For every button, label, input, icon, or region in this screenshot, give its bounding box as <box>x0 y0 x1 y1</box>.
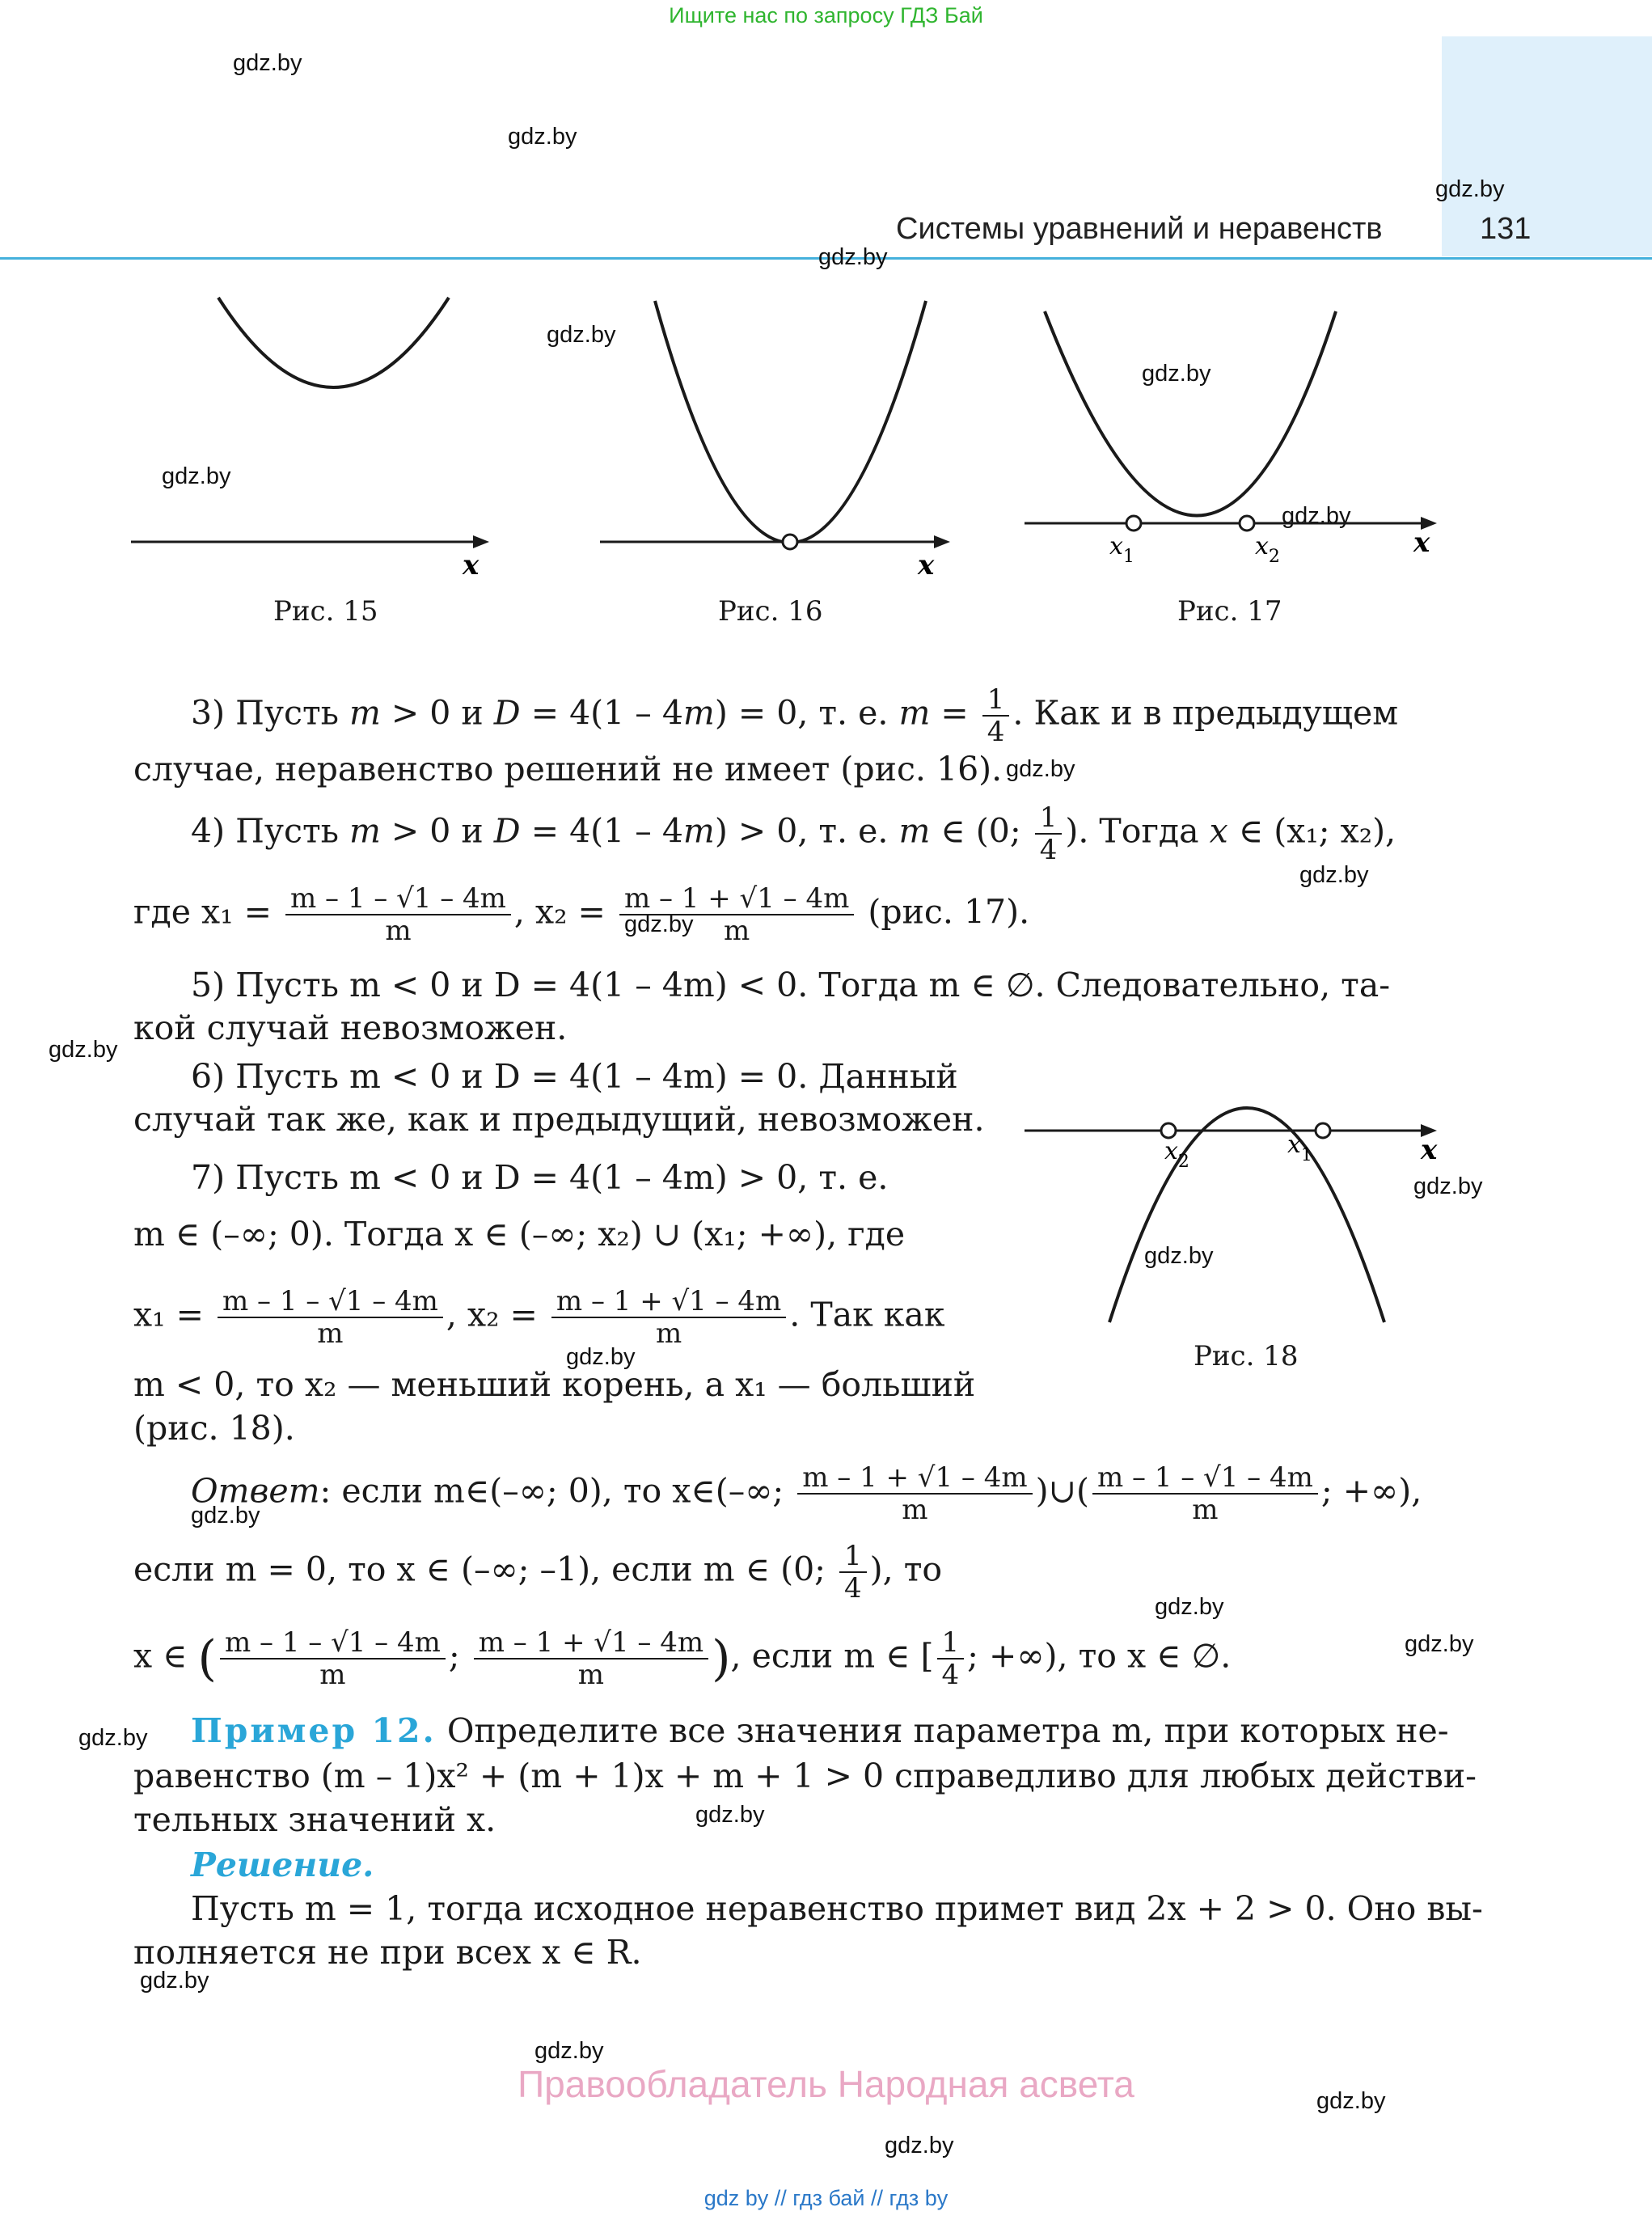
root-label-x2: $x_2$ <box>1164 1137 1189 1172</box>
solution-label: Решение. <box>191 1846 374 1884</box>
watermark: gdz.by <box>162 463 231 489</box>
watermark: gdz.by <box>818 244 888 270</box>
footer-links[interactable]: gdz by // гдз бай // гдз by <box>703 2186 949 2210</box>
watermark: gdz.by <box>78 1725 148 1751</box>
watermark: gdz.by <box>1006 756 1075 782</box>
watermark: gdz.by <box>534 2038 604 2064</box>
root-label-x1: $x_1$ <box>1109 532 1134 567</box>
parabola <box>655 301 926 543</box>
figure-15 <box>121 291 501 582</box>
vertex-point <box>783 535 797 549</box>
watermark: gdz.by <box>233 50 302 76</box>
root-x1-fraction: $\frac{m - 1 - √1 - 4m}{m}$ <box>285 883 511 946</box>
example-12-line-3: тельных значений x. <box>133 1800 496 1839</box>
root-x1-fraction: $\frac{m - 1 - √1 - 4m}{m}$ <box>218 1286 443 1349</box>
case-3-line-2: случае, неравенство решений не имеет (рис. 16). <box>133 750 1003 789</box>
fraction-one-quarter: $\frac{1}{4}$ <box>1035 802 1063 865</box>
case-3-line-1: 3) Пусть m > 0 и D = 4(1 – 4m) = 0, т. е. m = $\frac{1}{4}$ . Как и в предыдущем <box>191 683 1399 748</box>
parabola <box>1045 311 1336 516</box>
watermark: gdz.by <box>547 322 616 348</box>
axis-label: x <box>463 549 480 581</box>
answer-line-3: x ∈ ( $\frac{m - 1 - √1 - 4m}{m}$ ; $\frac{m - 1 + √1 - 4m}{m}$ ), если m ∈ [ $\frac{1}{4}$ ; +∞), то x ∈ ∅. <box>133 1626 1232 1691</box>
root-x2-fraction: $\frac{m - 1 + √1 - 4m}{m}$ <box>551 1286 786 1349</box>
header-accent-box <box>1442 36 1652 256</box>
answer-label: Ответ <box>191 1471 320 1511</box>
case-5-line-1: 5) Пусть m < 0 и D = 4(1 – 4m) < 0. Тогда m ∈ ∅. Следовательно, та- <box>191 966 1391 1004</box>
case-7-line-1: 7) Пусть m < 0 и D = 4(1 – 4m) > 0, т. е. <box>191 1158 889 1197</box>
case-6-line-1: 6) Пусть m < 0 и D = 4(1 – 4m) = 0. Данный <box>191 1057 958 1096</box>
fraction-one-quarter: $\frac{1}{4}$ <box>982 684 1010 747</box>
case-7-line-3: x₁ = $\frac{m - 1 - √1 - 4m}{m}$ , x₂ = $\frac{m - 1 + √1 - 4m}{m}$ . Так как <box>133 1285 945 1350</box>
parabola <box>1109 1108 1384 1322</box>
root-x2-fraction: $\frac{m - 1 + √1 - 4m}{m}$ <box>619 883 854 946</box>
watermark: gdz.by <box>1282 503 1351 529</box>
watermark: gdz.by <box>624 911 694 937</box>
answer-line-2: если m = 0, то x ∈ (–∞; –1), если m ∈ (0; $\frac{1}{4}$ ), то <box>133 1540 943 1605</box>
running-title: Системы уравнений и неравенств <box>896 212 1383 246</box>
watermark: gdz.by <box>1435 176 1505 202</box>
arrow-icon <box>473 535 489 548</box>
watermark: gdz.by <box>1144 1243 1214 1269</box>
axis-label: x <box>1413 526 1430 559</box>
watermark: gdz.by <box>191 1503 260 1528</box>
case-7-line-4: m < 0, то x₂ — меньший корень, а x₁ — больший <box>133 1365 976 1404</box>
root-plus-fraction: $\frac{m - 1 + √1 - 4m}{m}$ <box>797 1462 1032 1525</box>
answer-line-1: Ответ: если m∈(–∞; 0), то x∈(–∞; $\frac{m - 1 + √1 - 4m}{m}$ )∪( $\frac{m - 1 - √1 - 4m}{m}$ ; +∞), <box>191 1461 1422 1526</box>
figure-18-caption: Рис. 18 <box>1194 1340 1299 1372</box>
watermark: gdz.by <box>1413 1173 1483 1199</box>
copyright-notice: Правообладатель Народная асвета <box>518 2063 1134 2105</box>
case-4-line-1: 4) Пусть m > 0 и D = 4(1 – 4m) > 0, т. е. m ∈ (0; $\frac{1}{4}$ ). Тогда x ∈ (x₁; x₂), <box>191 801 1396 866</box>
case-7-line-2: m ∈ (–∞; 0). Тогда x ∈ (–∞; x₂) ∪ (x₁; +∞), где <box>133 1215 906 1254</box>
figure-18 <box>1020 1027 1457 1326</box>
figure-15-caption: Рис. 15 <box>273 595 378 628</box>
axis-label: x <box>1421 1134 1438 1166</box>
solution-line-1: Пусть m = 1, тогда исходное неравенство примет вид 2x + 2 > 0. Оно вы- <box>191 1889 1483 1928</box>
watermark: gdz.by <box>1142 361 1211 387</box>
figure-16 <box>590 291 970 582</box>
page-number: 131 <box>1480 212 1532 246</box>
watermark: gdz.by <box>140 1968 209 1994</box>
root-point-x1 <box>1316 1123 1330 1138</box>
watermark: gdz.by <box>1155 1594 1224 1620</box>
fraction-one-quarter: $\frac{1}{4}$ <box>839 1541 867 1604</box>
watermark: gdz.by <box>49 1037 118 1063</box>
root-point-x2 <box>1161 1123 1176 1138</box>
example-label: Пример 12. <box>191 1711 437 1750</box>
figure-17 <box>1020 299 1457 582</box>
fraction-one-quarter: $\frac{1}{4}$ <box>937 1627 965 1690</box>
watermark: gdz.by <box>1405 1631 1474 1657</box>
case-6-line-2: случай так же, как и предыдущий, невозможен. <box>133 1100 985 1139</box>
watermark: gdz.by <box>566 1344 636 1370</box>
root-point-x1 <box>1126 516 1141 531</box>
axis-label: x <box>918 549 935 581</box>
top-note: Ищите нас по запросу ГДЗ Бай <box>669 3 983 27</box>
root-plus-fraction: $\frac{m - 1 + √1 - 4m}{m}$ <box>474 1627 708 1690</box>
root-minus-fraction: $\frac{m - 1 - √1 - 4m}{m}$ <box>1092 1462 1318 1525</box>
root-minus-fraction: $\frac{m - 1 - √1 - 4m}{m}$ <box>220 1627 446 1690</box>
root-label-x2: $x_2$ <box>1255 532 1280 567</box>
arrow-icon <box>934 535 950 548</box>
watermark: gdz.by <box>695 1802 765 1828</box>
watermark: gdz.by <box>885 2133 954 2158</box>
example-12-line-2: равенство (m – 1)x² + (m + 1)x + m + 1 > 0 справедливо для любых действи- <box>133 1757 1477 1795</box>
root-point-x2 <box>1240 516 1254 531</box>
case-5-line-2: кой случай невозможен. <box>133 1008 568 1047</box>
watermark: gdz.by <box>1316 2088 1386 2114</box>
watermark: gdz.by <box>508 124 577 150</box>
watermark: gdz.by <box>1299 862 1369 888</box>
case-7-line-5: (рис. 18). <box>133 1409 295 1448</box>
figure-16-caption: Рис. 16 <box>718 595 823 628</box>
solution-line-2: полняется не при всех x ∈ R. <box>133 1933 642 1972</box>
example-12-line-1: Пример 12. Определите все значения параметра m, при которых не- <box>191 1711 1449 1750</box>
parabola <box>218 298 449 387</box>
figure-17-caption: Рис. 17 <box>1177 595 1282 628</box>
root-label-x1: $x_1$ <box>1287 1131 1312 1165</box>
case-4-line-2: где x₁ = $\frac{m - 1 - √1 - 4m}{m}$ , x₂ = $\frac{m - 1 + √1 - 4m}{m}$ (рис. 17). <box>133 882 1030 947</box>
